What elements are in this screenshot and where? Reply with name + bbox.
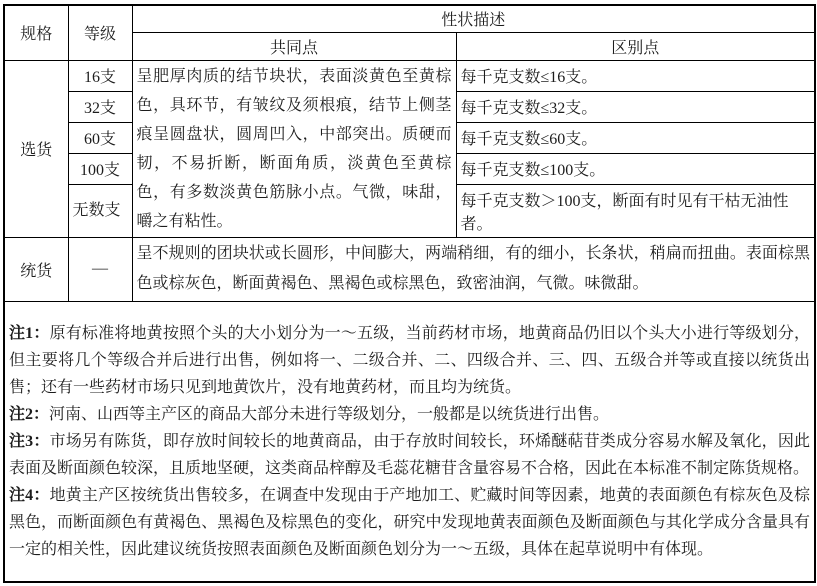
- note-label: 注3：: [9, 432, 50, 450]
- common-description-cell: 呈肥厚肉质的结节块状，表面淡黄色至黄棕色，具环节，有皱纹及须根痕，结节上侧茎痕呈圆盘状，圆周凹入，中部突出。质硬而韧，不易折断，断面角质，淡黄色至黄棕色，有多数淡黄色筋脉小点。气微，味甜，嚼之有粘性。: [132, 60, 456, 237]
- distinction-cell: 每千克支数≤100支。: [456, 153, 815, 184]
- spec-tonghuo-cell: 统货: [4, 237, 68, 301]
- note-text: 河南、山西等主产区的商品大部分未进行等级划分，一般都是以统货进行出售。: [49, 405, 610, 423]
- grade-cell: 100支: [68, 153, 132, 184]
- unsorted-description-cell: 呈不规则的团块状或长圆形，中间膨大，两端稍细，有的细小，长条状，稍扁而扭曲。表面棕黑色或棕灰色，断面黄褐色、黑褐色或棕黑色，致密油润，气微。味微甜。: [132, 237, 815, 301]
- distinction-cell: 每千克支数≤32支。: [456, 91, 815, 122]
- note-label: 注4：: [9, 486, 50, 504]
- distinction-cell: 每千克支数＞100支，断面有时见有干枯无油性者。: [456, 184, 815, 237]
- note-label: 注1：: [9, 324, 50, 342]
- note-item-4: [9, 482, 810, 563]
- notes-section: [4, 301, 815, 582]
- note-text: 原有标准将地黄按照个头的大小划分为一～五级，当前药材市场，地黄商品仍旧以个头大小进行等级划分，但主要将几个等级合并后进行出售，例如将一、二级合并、二、四级合并、三、四、五级合并等或直接以统货出售；还有一些药材市场只见到地黄饮片，没有地黄药材，而且均为统货。: [9, 324, 811, 396]
- table-row-notes: [4, 301, 815, 582]
- grade-cell: 32支: [68, 91, 132, 122]
- table-row-unsorted: [4, 237, 815, 301]
- grade-dash-cell: —: [68, 237, 132, 301]
- header-common: 共同点: [132, 32, 456, 60]
- note-label: 注2：: [9, 405, 50, 423]
- note-text: 地黄主产区按统货出售较多，在调查中发现由于产地加工、贮藏时间等因素，地黄的表面颜色有棕灰色及棕黑色，而断面颜色有黄褐色、黑褐色及棕黑色的变化，研究中发现地黄表面颜色及断面颜色与其化学成分含量具有一定的相关性，因此建议统货按照表面颜色及断面颜色划分为一～五级，具体在起草说明中有体现。: [9, 486, 811, 558]
- header-description: 性状描述: [132, 5, 815, 32]
- note-item-1: [9, 320, 810, 401]
- header-spec: 规格: [4, 5, 68, 60]
- note-text: 市场另有陈货，即存放时间较长的地黄商品，由于存放时间较长，环烯醚萜苷类成分容易水解及氧化，因此表面及断面颜色较深，且质地坚硬，这类商品梓醇及毛蕊花糖苷含量容易不合格，因此在本标准不制定陈货规格。: [9, 432, 810, 477]
- grade-cell: 60支: [68, 122, 132, 153]
- header-distinction: 区别点: [456, 32, 815, 60]
- grade-cell: 16支: [68, 60, 132, 91]
- header-grade: 等级: [68, 5, 132, 60]
- grade-cell: 无数支: [68, 184, 132, 237]
- grading-spec-table: [3, 4, 816, 583]
- table-row-grade-16: [4, 60, 815, 91]
- note-item-3: [9, 428, 810, 482]
- distinction-cell: 每千克支数≤16支。: [456, 60, 815, 91]
- table-header-row-1: [4, 5, 815, 32]
- distinction-cell: 每千克支数≤60支。: [456, 122, 815, 153]
- spec-xuanhuo-cell: 选货: [4, 60, 68, 237]
- note-item-2: [9, 401, 810, 428]
